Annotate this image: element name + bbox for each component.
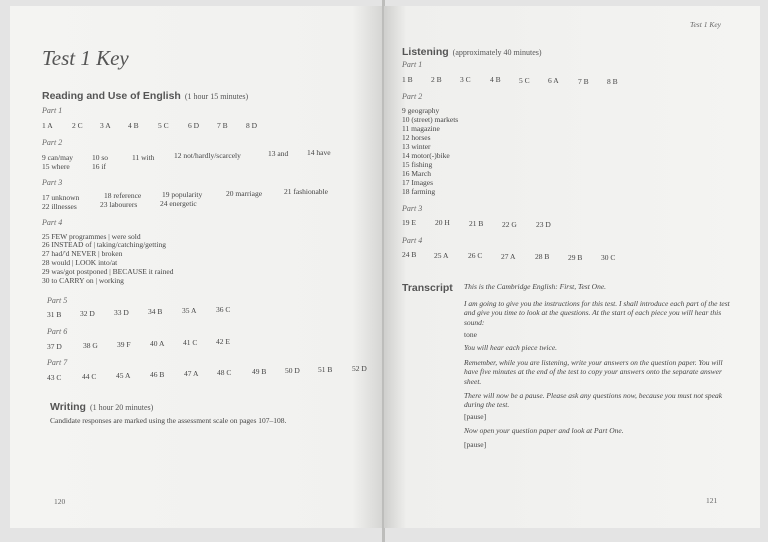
transcript-line: I am going to give you the instructions for this test. I shall introduce each part of the test and give you time to look at the questions. At the start of each piece you will hear this sound: (464, 299, 730, 327)
transcript-line: Now open your question paper and look at Part One. (464, 426, 624, 435)
answer: 42 E (216, 337, 230, 346)
answer: 41 C (183, 338, 198, 347)
answer: 4 B (128, 121, 139, 130)
answer: 43 C (47, 373, 62, 382)
answer: 27 A (501, 252, 516, 261)
list-item: 27 had/'d NEVER | broken (42, 249, 123, 258)
answer: 46 B (150, 370, 165, 379)
answer: 2 C (72, 121, 83, 130)
reading-part-5-label: Part 5 (47, 296, 68, 305)
answer: 23 D (536, 220, 551, 229)
answer: 31 B (47, 310, 62, 319)
answer: 8 D (246, 121, 258, 130)
listening-part-4-label: Part 4 (402, 236, 423, 245)
answer: 29 B (568, 253, 583, 262)
answer: 38 G (83, 341, 98, 350)
answer: 30 C (601, 253, 616, 262)
answer: 37 D (47, 342, 62, 351)
answer: 20 marriage (226, 189, 263, 198)
list-item: 15 fishing (402, 160, 433, 169)
reading-part-1-label: Part 1 (42, 106, 63, 115)
list-item: 9 geography (402, 106, 440, 115)
list-item: 11 magazine (402, 124, 440, 133)
answer: 32 D (80, 309, 95, 318)
answer: 1 A (42, 121, 53, 130)
transcript-line: tone (464, 330, 477, 339)
answer: 24 B (402, 250, 417, 259)
list-item: 12 horses (402, 133, 431, 142)
list-item: 18 farming (402, 187, 436, 196)
answer: 11 with (132, 153, 155, 162)
listening-part-1-label: Part 1 (402, 60, 423, 69)
transcript-heading: Transcript (402, 282, 453, 294)
answer: 6 A (548, 76, 559, 85)
listening-section-heading (402, 42, 542, 60)
transcript-line: [pause] (464, 440, 487, 449)
list-item: 28 would | LOOK into/at (42, 258, 118, 267)
reading-part-2-label: Part 2 (42, 138, 63, 147)
left-page (10, 6, 382, 528)
answer: 15 where (42, 162, 70, 171)
answer: 22 G (502, 220, 517, 229)
answer: 40 A (150, 339, 165, 348)
answer: 2 B (431, 75, 442, 84)
answer: 49 B (252, 367, 267, 376)
answer: 22 illnesses (42, 202, 77, 211)
answer: 35 A (182, 306, 197, 315)
answer: 19 E (402, 218, 416, 227)
reading-duration: (1 hour 15 minutes) (184, 92, 249, 101)
list-item: 13 winter (402, 142, 431, 151)
transcript-line: You will hear each piece twice. (464, 343, 558, 352)
running-header: Test 1 Key (690, 20, 721, 29)
answer: 9 can/may (42, 153, 74, 162)
listening-part-3-label: Part 3 (402, 204, 423, 213)
answer: 19 popularity (162, 190, 203, 199)
answer: 5 C (158, 121, 169, 130)
listening-part-2-label: Part 2 (402, 92, 423, 101)
reading-part-4-label: Part 4 (42, 218, 63, 227)
answer: 21 B (469, 219, 484, 228)
transcript-line: Remember, while you are listening, write your answers on the question paper. You will have five minutes at the end of the test to copy your answers onto the separate answer sheet. (464, 358, 723, 386)
answer: 10 so (92, 153, 109, 162)
answer: 7 B (217, 121, 228, 130)
transcript-line: [pause] (464, 412, 487, 421)
answer: 25 A (434, 251, 449, 260)
list-item: 30 to CARRY on | working (42, 276, 124, 285)
answer: 3 A (100, 121, 111, 130)
transcript-line: This is the Cambridge English: First, Test One. (464, 282, 607, 291)
answer: 6 D (188, 121, 200, 130)
answer: 5 C (519, 76, 530, 85)
answer: 33 D (114, 308, 129, 317)
list-item: 25 FEW programmes | were sold (42, 232, 141, 241)
reading-part-6-label: Part 6 (47, 327, 68, 336)
answer: 13 and (268, 149, 289, 158)
page-number: 120 (54, 497, 66, 506)
answer: 48 C (217, 368, 232, 377)
page-title: Test 1 Key (42, 46, 129, 70)
writing-note: Candidate responses are marked using the assessment scale on pages 107–108. (50, 416, 287, 425)
page-number: 121 (706, 496, 718, 505)
answer: 45 A (116, 371, 131, 380)
answer: 47 A (184, 369, 199, 378)
answer: 3 C (460, 75, 471, 84)
answer: 20 H (435, 218, 450, 227)
answer: 28 B (535, 252, 550, 261)
answer: 8 B (607, 77, 618, 86)
right-page (384, 6, 760, 528)
listening-heading: Listening (402, 46, 449, 58)
list-item: 26 INSTEAD of | taking/catching/getting (42, 240, 166, 249)
answer: 26 C (468, 251, 483, 260)
answer: 50 D (285, 366, 300, 375)
writing-duration: (1 hour 20 minutes) (89, 403, 154, 412)
list-item: 10 (street) markets (402, 115, 459, 124)
reading-part-7-label: Part 7 (47, 358, 68, 367)
answer: 36 C (216, 305, 231, 314)
answer: 1 B (402, 75, 413, 84)
list-item: 29 was/got postponed | BECAUSE it rained (42, 267, 174, 276)
list-item: 14 motor(-)bike (402, 151, 450, 160)
writing-section-heading (50, 397, 153, 415)
writing-heading: Writing (50, 401, 86, 413)
list-item: 16 March (402, 169, 431, 178)
answer: 34 B (148, 307, 163, 316)
answer: 16 if (92, 162, 106, 171)
answer: 23 labourers (100, 200, 138, 209)
answer: 18 reference (104, 191, 142, 200)
answer: 52 D (352, 364, 367, 373)
answer: 44 C (82, 372, 97, 381)
reading-part-3-label: Part 3 (42, 178, 63, 187)
answer: 21 fashionable (284, 187, 328, 196)
answer: 14 have (307, 148, 331, 157)
answer: 51 B (318, 365, 333, 374)
answer: 12 not/hardly/scarcely (174, 151, 241, 160)
answer: 7 B (578, 77, 589, 86)
transcript-line: There will now be a pause. Please ask any questions now, because you must not speak during the test. (464, 391, 723, 410)
list-item: 17 Images (402, 178, 434, 187)
answer: 24 energetic (160, 199, 197, 208)
listening-duration: (approximately 40 minutes) (452, 48, 542, 57)
answer: 39 F (117, 340, 131, 349)
answer: 4 B (490, 75, 501, 84)
answer: 17 unknown (42, 193, 80, 202)
reading-section-heading (42, 86, 248, 104)
reading-heading: Reading and Use of English (42, 90, 181, 102)
